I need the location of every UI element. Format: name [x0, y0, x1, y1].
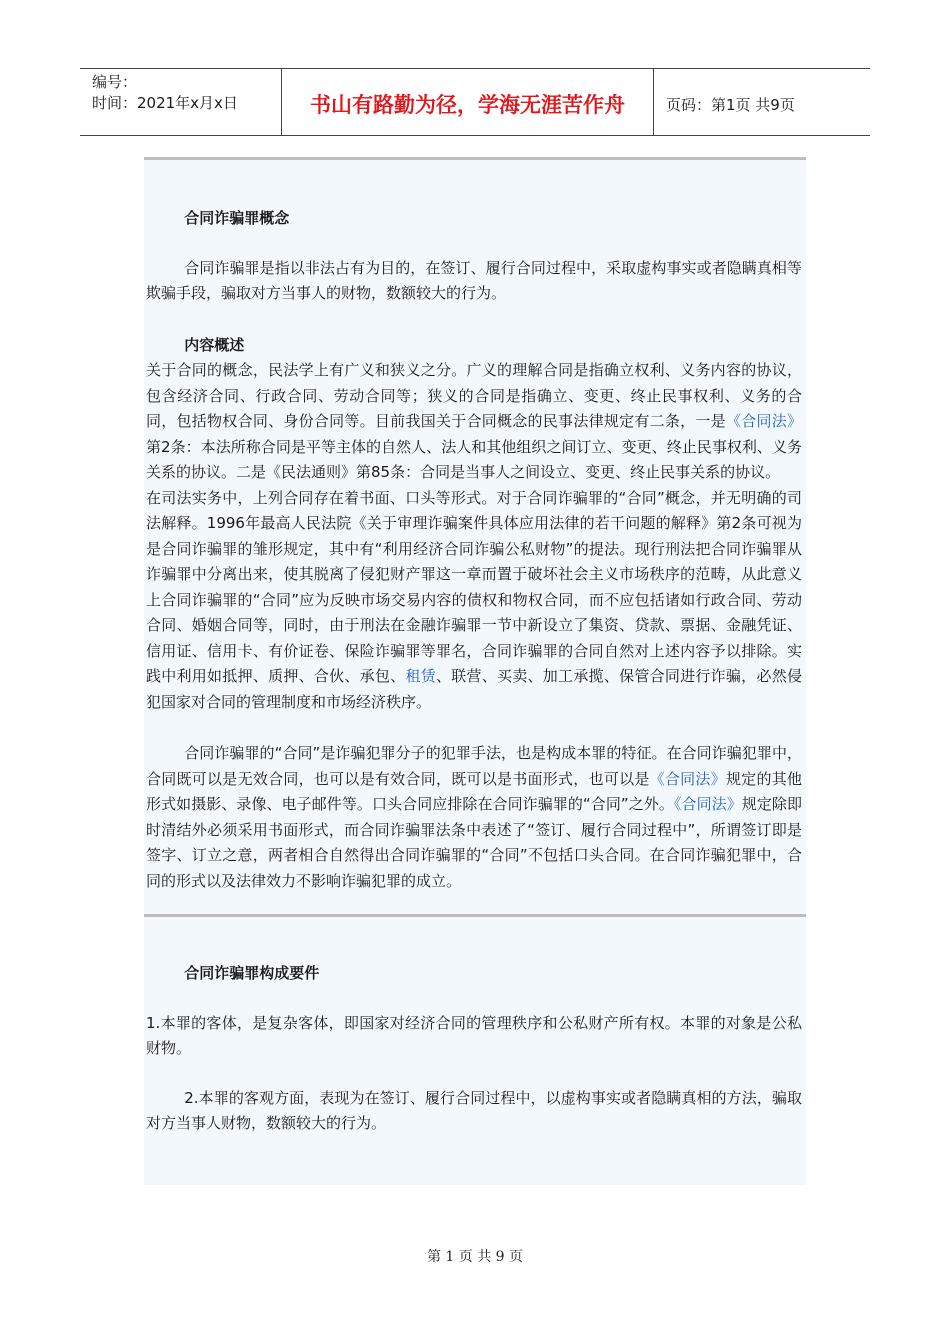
header-meta [80, 69, 282, 135]
contract-law-link[interactable]: 《合同法》 [649, 769, 726, 788]
paragraph-text: 、联营、买卖、加工承揽、保管合同进行诈骗，必然侵犯国家对合同的管理制度和市场经济秩序。 [146, 667, 802, 711]
paragraph-text: 合同诈骗罪的“合同”是诈骗犯罪分子的犯罪手法，也是构成本罪的特征。在合同诈骗犯罪中，合同既可以是无效合同，也可以是有效合同，既可以是书面形式，也可以是 [146, 744, 802, 788]
paragraph: 合同诈骗罪是指以非法占有为目的，在签订、履行合同过程中，采取虚构事实或者隐瞒真相等欺骗手段，骗取对方当事人的财物，数额较大的行为。 [146, 258, 802, 302]
header-page-info: 页码：第1页 共9页 [666, 95, 795, 114]
page-footer: 第 1 页 共 9 页 [426, 1249, 524, 1265]
section-elements [144, 917, 806, 1137]
paragraph-text: 关于合同的概念，民法学上有广义和狭义之分。广义的理解合同是指确立权利、义务内容的协议，包含经济合同、行政合同、劳动合同等；狭义的合同是指确立、变更、终止民事权利、义务的合同，包括物权合同、身份合同等。目前我国关于合同概念的民事法律规定有二条，一是 [146, 361, 802, 430]
paragraph-text: 规定除即时清结外必须采用书面形式，而合同诈骗罪法条中表述了“签订、履行合同过程中”，所谓签订即是签字、订立之意，两者相合自然得出合同诈骗罪的“合同”不包括口头合同。在合同诈骗犯罪中，合同的形式以及法律效力不影响诈骗犯罪的成立。 [146, 795, 802, 890]
paragraph-text: 第2条：本法所称合同是平等主体的自然人、法人和其他组织之间订立、变更、终止民事权利、义务关系的协议。二是《民法通则》第85条：合同是当事人之间设立、变更、终止民事关系的协议。 [146, 437, 802, 481]
header-time-label: 时间：2021年x月x日 [92, 94, 238, 112]
contract-law-link[interactable]: 《合同法》 [673, 795, 742, 813]
contract-law-link[interactable]: 《合同法》 [725, 412, 802, 430]
article-content [144, 157, 806, 1185]
header-motto: 书山有路勤为径，学海无涯苦作舟 [282, 69, 654, 135]
paragraph [146, 486, 802, 716]
paragraph-text: 在司法实务中，上列合同存在着书面、口头等形式。对于合同诈骗罪的“合同”概念，并无明确的司法解释。1996年最高人民法院《关于审理诈骗案件具体应用法律的若干问题的解释》第2条可视为是合同诈骗罪的雏形规定，其中有“利用经济合同诈骗公私财物”的提法。现行刑法把合同诈骗罪从诈骗罪中分离出来，使其脱离了侵犯财产罪这一章而置于破坏社会主义市场秩序的范畴，从此意义上合同诈骗罪的“合同”应为反映市场交易内容的债权和物权合同，而不应包括诸如行政合同、劳动合同、婚姻合同等，同时，由于刑法在金融诈骗罪一节中新设立了集资、贷款、票据、金融凭证、信用证、信用卡、有价证卷、保险诈骗罪等罪名，合同诈骗罪的合同自然对上述内容予以排除。实践中利用如抵押、质押、合伙、承包、 [146, 488, 802, 685]
section-concept [144, 160, 806, 914]
section-title: 合同诈骗罪构成要件 [184, 964, 320, 982]
paragraph: 1.本罪的客体，是复杂客体，即国家对经济合同的管理秩序和公私财产所有权。本罪的对象是公私财物。 [146, 1013, 802, 1057]
section-title: 合同诈骗罪概念 [184, 209, 290, 227]
paragraph: 2.本罪的客观方面，表现为在签订、履行合同过程中，以虚构事实或者隐瞒真相的方法，骗取对方当事人财物，数额较大的行为。 [146, 1088, 802, 1132]
subsection-title: 内容概述 [184, 335, 245, 354]
page-header [80, 68, 870, 136]
paragraph [146, 741, 802, 894]
paragraph-text: 规定的其他形式如摄影、录像、电子邮件等。口头合同应排除在合同诈骗罪的“合同”之外。 [146, 769, 802, 813]
paragraph [146, 358, 802, 486]
header-number-label: 编号： [92, 73, 138, 91]
lease-link[interactable]: 租赁 [405, 667, 436, 685]
